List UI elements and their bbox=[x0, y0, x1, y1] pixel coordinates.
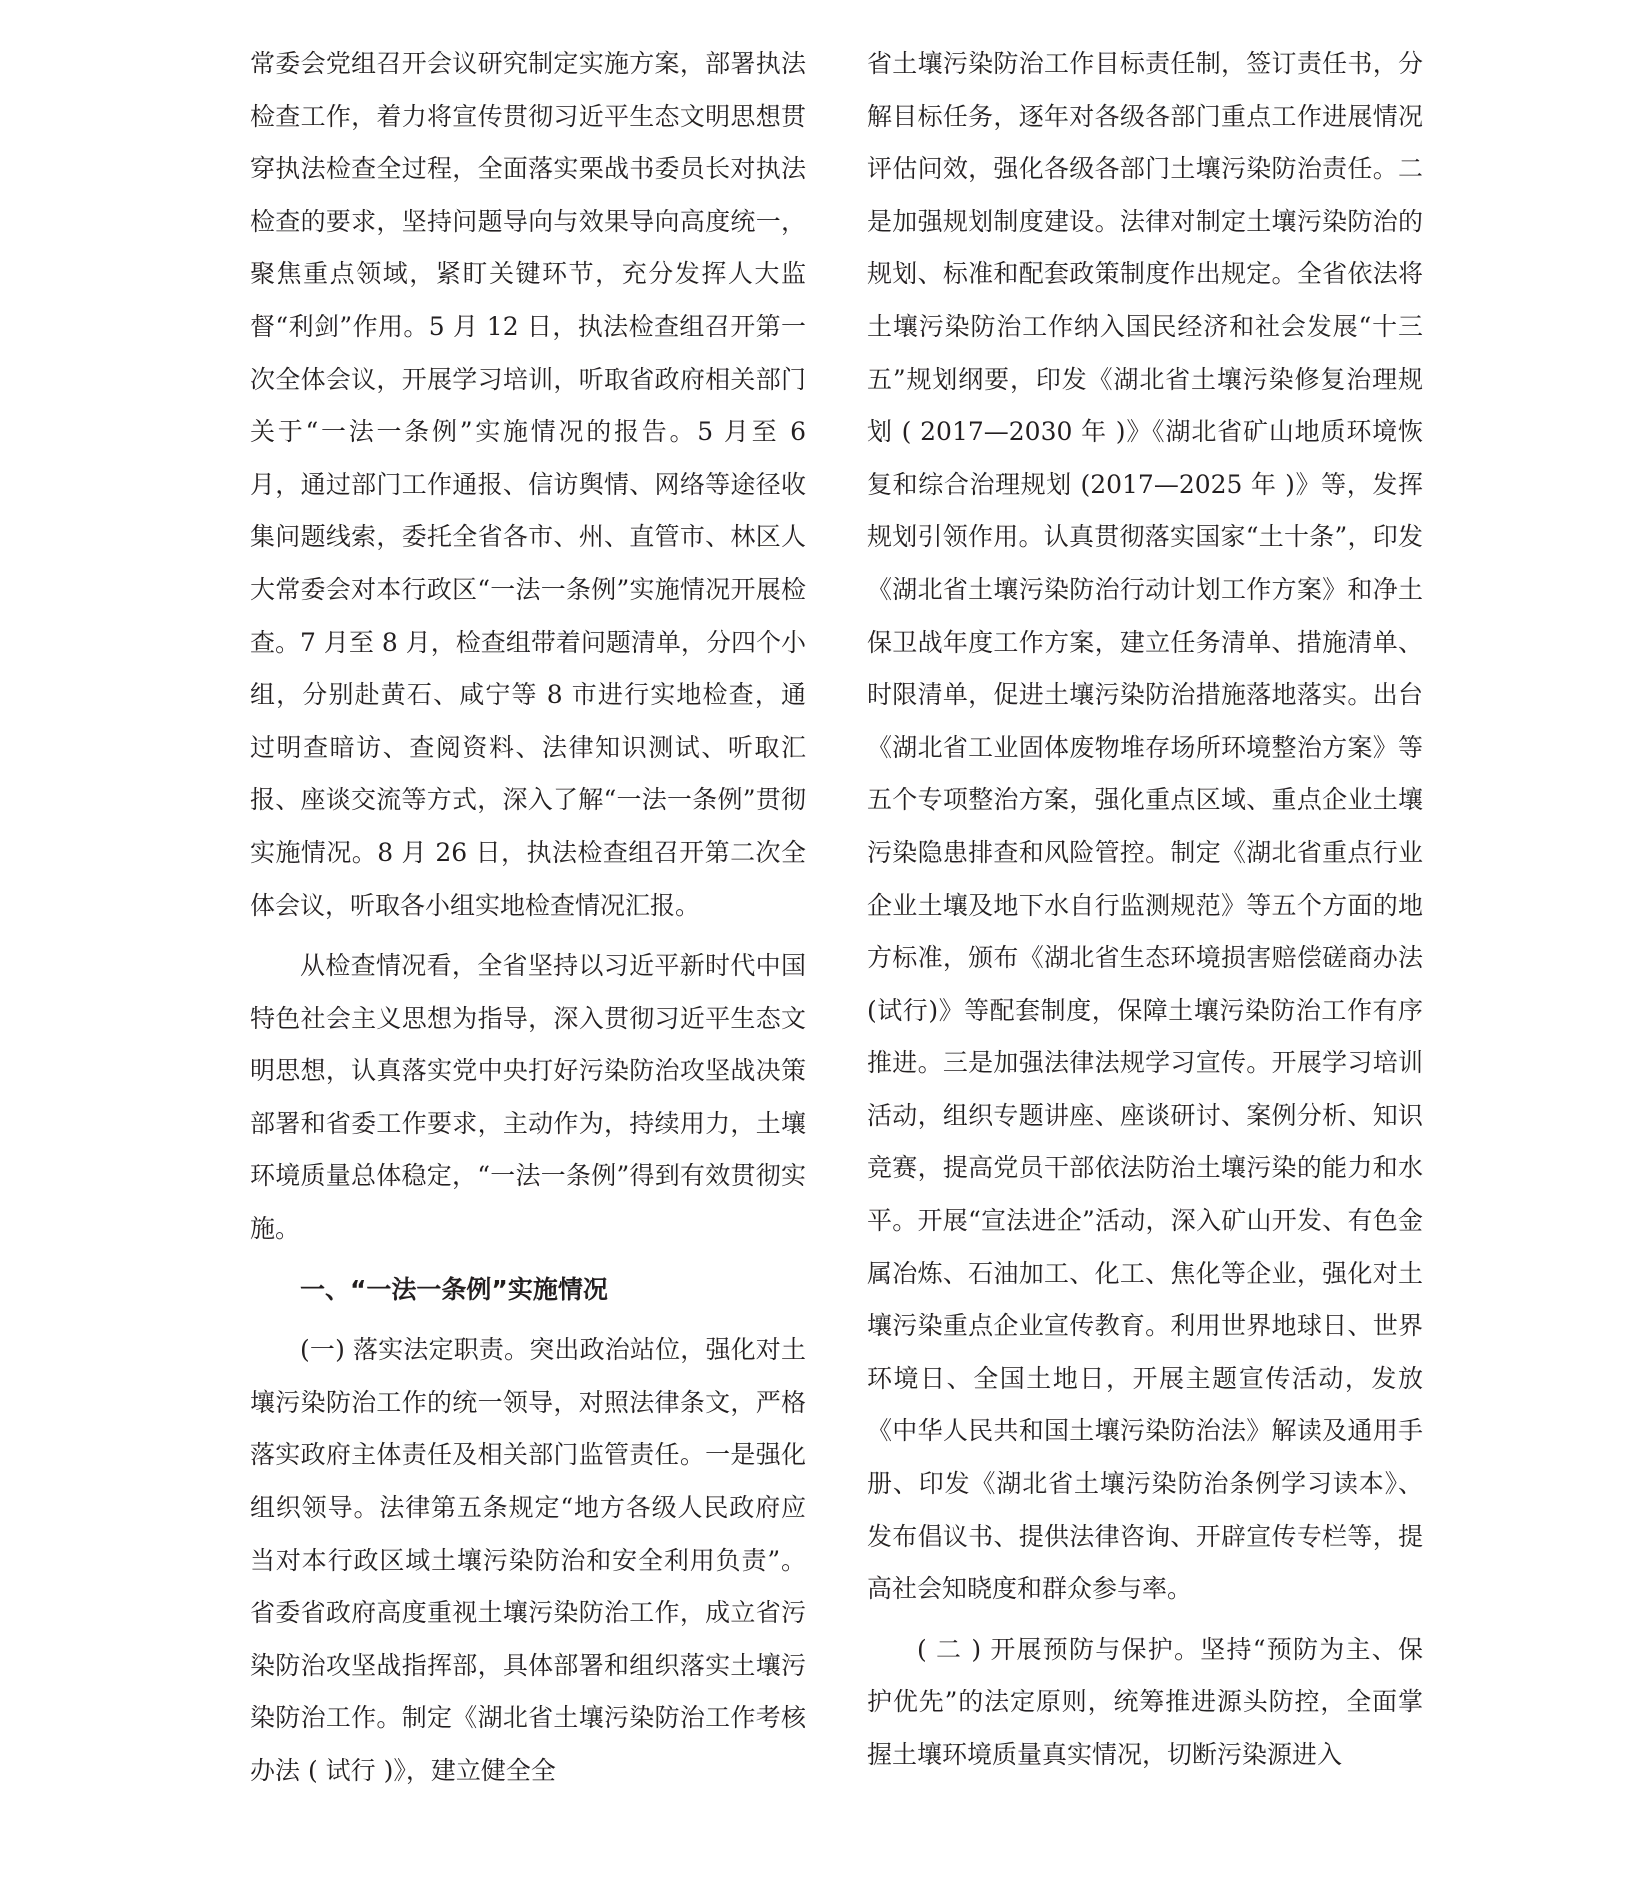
body-paragraph: (一) 落实法定职责。突出政治站位，强化对土壤污染防治工作的统一领导，对照法律条文，严格落实政府主体责任及相关部门监管责任。一是强化组织领导。法律第五条规定“地方各级人民政府应当对本行政区域土壤污染防治和安全利用负责”。省委省政府高度重视土壤污染防治工作，成立省污染防治攻坚战指挥部，具体部署和组织落实土壤污染防治工作。制定《湖北省土壤污染防治工作考核办法 ( 试行 )》，建立健全全 bbox=[250, 1335, 806, 1785]
body-paragraph: 从检查情况看，全省坚持以习近平新时代中国特色社会主义思想为指导，深入贯彻习近平生态文明思想，认真落实党中央打好污染防治攻坚战决策部署和省委工作要求，主动作为，持续用力，土壤环境质量总体稳定，“一法一条例”得到有效贯彻实施。 bbox=[250, 951, 806, 1244]
right-column bbox=[867, 38, 1423, 1782]
body-paragraph: 省土壤污染防治工作目标责任制，签订责任书，分解目标任务，逐年对各级各部门重点工作进展情况评估问效，强化各级各部门土壤污染防治责任。二是加强规划制度建设。法律对制定土壤污染防治的规划、标准和配套政策制度作出规定。全省依法将土壤污染防治工作纳入国民经济和社会发展“十三五”规划纲要，印发《湖北省土壤污染修复治理规划 ( 2017—2030 年 )》《湖北省矿山地质环境恢复和综合治理规划 (2017—2025 年 )》等，发挥规划引领作用。认真贯彻落实国家“土十条”，印发《湖北省土壤污染防治行动计划工作方案》和净土保卫战年度工作方案，建立任务清单、措施清单、时限清单，促进土壤污染防治措施落地落实。出台《湖北省工业固体废物堆存场所环境整治方案》等五个专项整治方案，强化重点区域、重点企业土壤污染隐患排查和风险管控。制定《湖北省重点行业企业土壤及地下水自行监测规范》等五个方面的地方标准，颁布《湖北省生态环境损害赔偿磋商办法(试行)》等配套制度，保障土壤污染防治工作有序推进。三是加强法律法规学习宣传。开展学习培训活动，组织专题讲座、座谈研讨、案例分析、知识竞赛，提高党员干部依法防治土壤污染的能力和水平。开展“宣法进企”活动，深入矿山开发、有色金属冶炼、石油加工、化工、焦化等企业，强化对土壤污染重点企业宣传教育。利用世界地球日、世界环境日、全国土地日，开展主题宣传活动，发放《中华人民共和国土壤污染防治法》解读及通用手册、印发《湖北省土壤污染防治条例学习读本》、发布倡议书、提供法律咨询、开辟宣传专栏等，提高社会知晓度和群众参与率。 bbox=[867, 49, 1423, 1604]
left-column bbox=[250, 38, 806, 1798]
body-paragraph: ( 二 ) 开展预防与保护。坚持“预防为主、保护优先”的法定原则，统筹推进源头防控，全面掌握土壤环境质量真实情况，切断污染源进入 bbox=[867, 1634, 1423, 1769]
body-paragraph: 常委会党组召开会议研究制定实施方案，部署执法检查工作，着力将宣传贯彻习近平生态文明思想贯穿执法检查全过程，全面落实栗战书委员长对执法检查的要求，坚持问题导向与效果导向高度统一，聚焦重点领域，紧盯关键环节，充分发挥人大监督“利剑”作用。5 月 12 日，执法检查组召开第一次全体会议，开展学习培训，听取省政府相关部门关于“一法一条例”实施情况的报告。5 月至 6 月，通过部门工作通报、信访舆情、网络等途径收集问题线索，委托全省各市、州、直管市、林区人大常委会对本行政区“一法一条例”实施情况开展检查。7 月至 8 月，检查组带着问题清单，分四个小组，分别赴黄石、咸宁等 8 市进行实地检查，通过明查暗访、查阅资料、法律知识测试、听取汇报、座谈交流等方式，深入了解“一法一条例”贯彻实施情况。8 月 26 日，执法检查组召开第二次全体会议，听取各小组实地检查情况汇报。 bbox=[250, 49, 806, 920]
section-heading: 一、“一法一条例”实施情况 bbox=[300, 1274, 608, 1304]
